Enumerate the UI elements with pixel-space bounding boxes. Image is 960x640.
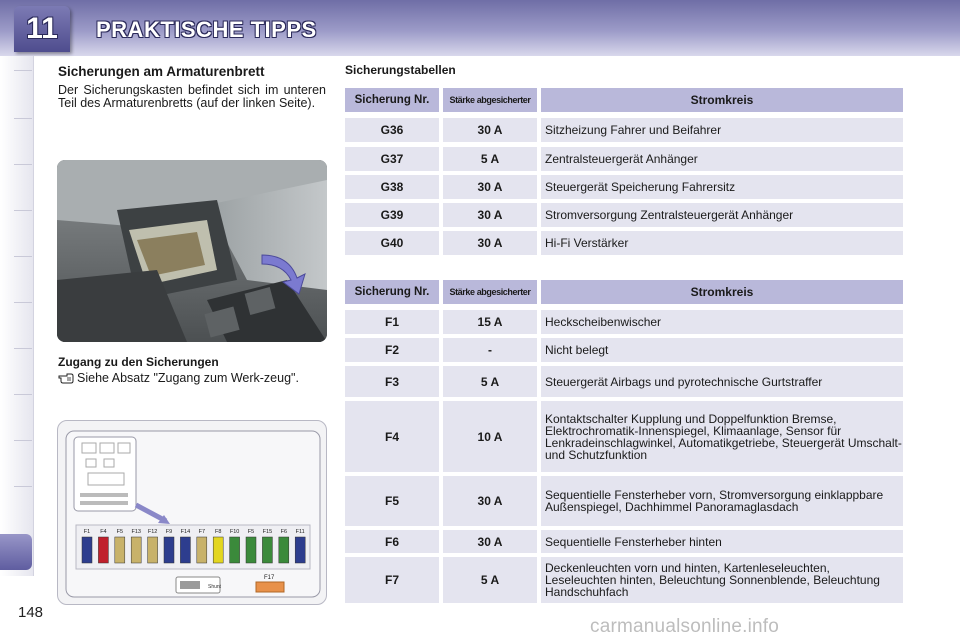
circuit-cell: Steuergerät Speicherung Fahrersitz <box>541 175 903 199</box>
amperage-cell: 30 A <box>443 203 537 227</box>
table-row <box>345 310 903 334</box>
fuse-box-photo <box>57 160 327 342</box>
tab-divider <box>14 348 32 349</box>
fuse-label: F14 <box>180 529 191 535</box>
f17-label: F17 <box>264 575 275 581</box>
fuse-f5 <box>115 537 125 563</box>
fuse-number-cell: G38 <box>345 175 439 199</box>
fuse-f10 <box>230 537 240 563</box>
fuse-f12 <box>148 537 158 563</box>
amperage-cell: 5 A <box>443 366 537 397</box>
fuse-f14 <box>180 537 190 563</box>
chapter-tab-strip <box>0 56 34 576</box>
fuse-f4 <box>98 537 108 563</box>
fuse-label: F5 <box>247 529 255 535</box>
fuse-number-cell: G39 <box>345 203 439 227</box>
fuse-number-cell: F6 <box>345 530 439 553</box>
fuse-f11 <box>295 537 305 563</box>
fuse-f15 <box>262 537 272 563</box>
fuse-label: F7 <box>198 529 206 535</box>
amperage-cell: - <box>443 338 537 362</box>
fuse-layout-drawing <box>58 421 327 605</box>
table-row <box>345 338 903 362</box>
fuse-number-cell: F4 <box>345 401 439 472</box>
fuse-label: F13 <box>131 529 141 535</box>
fuse-f6 <box>279 537 289 563</box>
fuse-f1 <box>82 537 92 563</box>
fuse-label: F15 <box>262 529 273 535</box>
amperage-cell: 15 A <box>443 310 537 334</box>
fuse-f13 <box>131 537 141 563</box>
tab-divider <box>14 394 32 395</box>
tab-divider <box>14 302 32 303</box>
table-row <box>345 175 903 199</box>
tab-divider <box>14 440 32 441</box>
circuit-cell: Zentralsteuergerät Anhänger <box>541 147 903 171</box>
fuse-layout-diagram <box>57 420 327 605</box>
table-header-row <box>345 88 903 112</box>
fuse-number-cell: G36 <box>345 118 439 142</box>
column-header-circuit: Stromkreis <box>541 280 903 304</box>
fuse-f9 <box>164 537 174 563</box>
location-paragraph: Der Sicherungskasten befindet sich im unteren Teil des Armaturenbretts (auf der linken Seite). <box>58 83 326 110</box>
active-chapter-tab <box>0 534 32 570</box>
pointing-hand-icon <box>58 372 74 384</box>
fuse-f8 <box>213 537 223 563</box>
fuse-label: F9 <box>165 529 173 535</box>
chapter-title: PRAKTISCHE TIPPS <box>96 17 317 42</box>
circuit-cell: Sitzheizung Fahrer und Beifahrer <box>541 118 903 142</box>
amperage-cell: 5 A <box>443 557 537 603</box>
fuse-label: F4 <box>100 529 107 535</box>
tab-divider <box>14 486 32 487</box>
table-row <box>345 147 903 171</box>
fuse-number-cell: F2 <box>345 338 439 362</box>
section-heading: Sicherungen am Armaturenbrett <box>58 64 265 79</box>
column-header-fuse-number: Sicherung Nr. <box>345 280 439 304</box>
column-header-fuse-number: Sicherung Nr. <box>345 88 439 112</box>
column-header-amperage: Stärke abgesicherter <box>443 88 537 112</box>
fuse-f7 <box>197 537 207 563</box>
amperage-cell: 30 A <box>443 118 537 142</box>
tab-divider <box>14 164 32 165</box>
fuse-label: F5 <box>116 529 124 535</box>
access-bullet <box>58 372 326 385</box>
fuse-f5 <box>246 537 256 563</box>
fuse-number-cell: F5 <box>345 476 439 526</box>
circuit-cell: Sequentielle Fensterheber vorn, Stromversorgung einklappbare Außenspiegel, Dachhimmel Panoramaglasdach <box>541 476 903 526</box>
page-header <box>0 0 960 56</box>
table-row <box>345 203 903 227</box>
table-row <box>345 366 903 397</box>
page-number: 148 <box>18 604 44 621</box>
amperage-cell: 30 A <box>443 476 537 526</box>
table-row <box>345 231 903 255</box>
fuse-label: F8 <box>214 529 222 535</box>
dashboard-photo-illustration <box>57 160 327 342</box>
amperage-cell: 5 A <box>443 147 537 171</box>
table-row <box>345 118 903 142</box>
access-reference-text: Siehe Absatz "Zugang zum Werk-zeug". <box>77 371 299 385</box>
circuit-cell: Sequentielle Fensterheber hinten <box>541 530 903 553</box>
circuit-cell: Nicht belegt <box>541 338 903 362</box>
column-header-amperage: Stärke abgesicherter <box>443 280 537 304</box>
column-header-circuit: Stromkreis <box>541 88 903 112</box>
circuit-cell: Hi-Fi Verstärker <box>541 231 903 255</box>
amperage-cell: 30 A <box>443 530 537 553</box>
amperage-cell: 10 A <box>443 401 537 472</box>
chapter-number: 11 <box>26 12 58 45</box>
fuse-number-cell: G37 <box>345 147 439 171</box>
tables-heading: Sicherungstabellen <box>345 63 456 77</box>
fuse-number-cell: F7 <box>345 557 439 603</box>
fuse-f17 <box>256 582 284 592</box>
chapter-tab <box>14 6 70 52</box>
circuit-cell: Deckenleuchten vorn und hinten, Kartenleseleuchten, Leseleuchten hinten, Beleuchtung Sonnenblende, Beleuchtung Handschuhfach <box>541 557 903 603</box>
table-row <box>345 557 903 603</box>
circuit-cell: Stromversorgung Zentralsteuergerät Anhänger <box>541 203 903 227</box>
table-row <box>345 401 903 472</box>
fuse-label: F6 <box>280 529 288 535</box>
shunt-label: Shunt <box>208 584 222 590</box>
fuse-label: F1 <box>83 529 91 535</box>
circuit-cell: Kontaktschalter Kupplung und Doppelfunktion Bremse, Elektrochromatik-Innenspiegel, Klimaanlage, Sensor für Lenkradeinschlagwinkel, Automatikgetriebe, Steuergerät Umschalt- und Schutzfunktion <box>541 401 903 472</box>
tab-divider <box>14 70 32 71</box>
fuse-label: F10 <box>229 529 240 535</box>
access-heading: Zugang zu den Sicherungen <box>58 355 219 369</box>
fuse-label: F11 <box>295 529 305 535</box>
tab-divider <box>14 118 32 119</box>
circuit-cell: Steuergerät Airbags und pyrotechnische Gurtstraffer <box>541 366 903 397</box>
circuit-cell: Heckscheibenwischer <box>541 310 903 334</box>
fuse-number-cell: G40 <box>345 231 439 255</box>
tab-divider <box>14 256 32 257</box>
table-header-row <box>345 280 903 304</box>
fuse-number-cell: F3 <box>345 366 439 397</box>
fuse-number-cell: F1 <box>345 310 439 334</box>
fuse-label: F12 <box>147 529 158 535</box>
table-row <box>345 530 903 553</box>
watermark-text: carmanualsonline.info <box>590 616 780 637</box>
table-row <box>345 476 903 526</box>
amperage-cell: 30 A <box>443 175 537 199</box>
amperage-cell: 30 A <box>443 231 537 255</box>
tab-divider <box>14 210 32 211</box>
